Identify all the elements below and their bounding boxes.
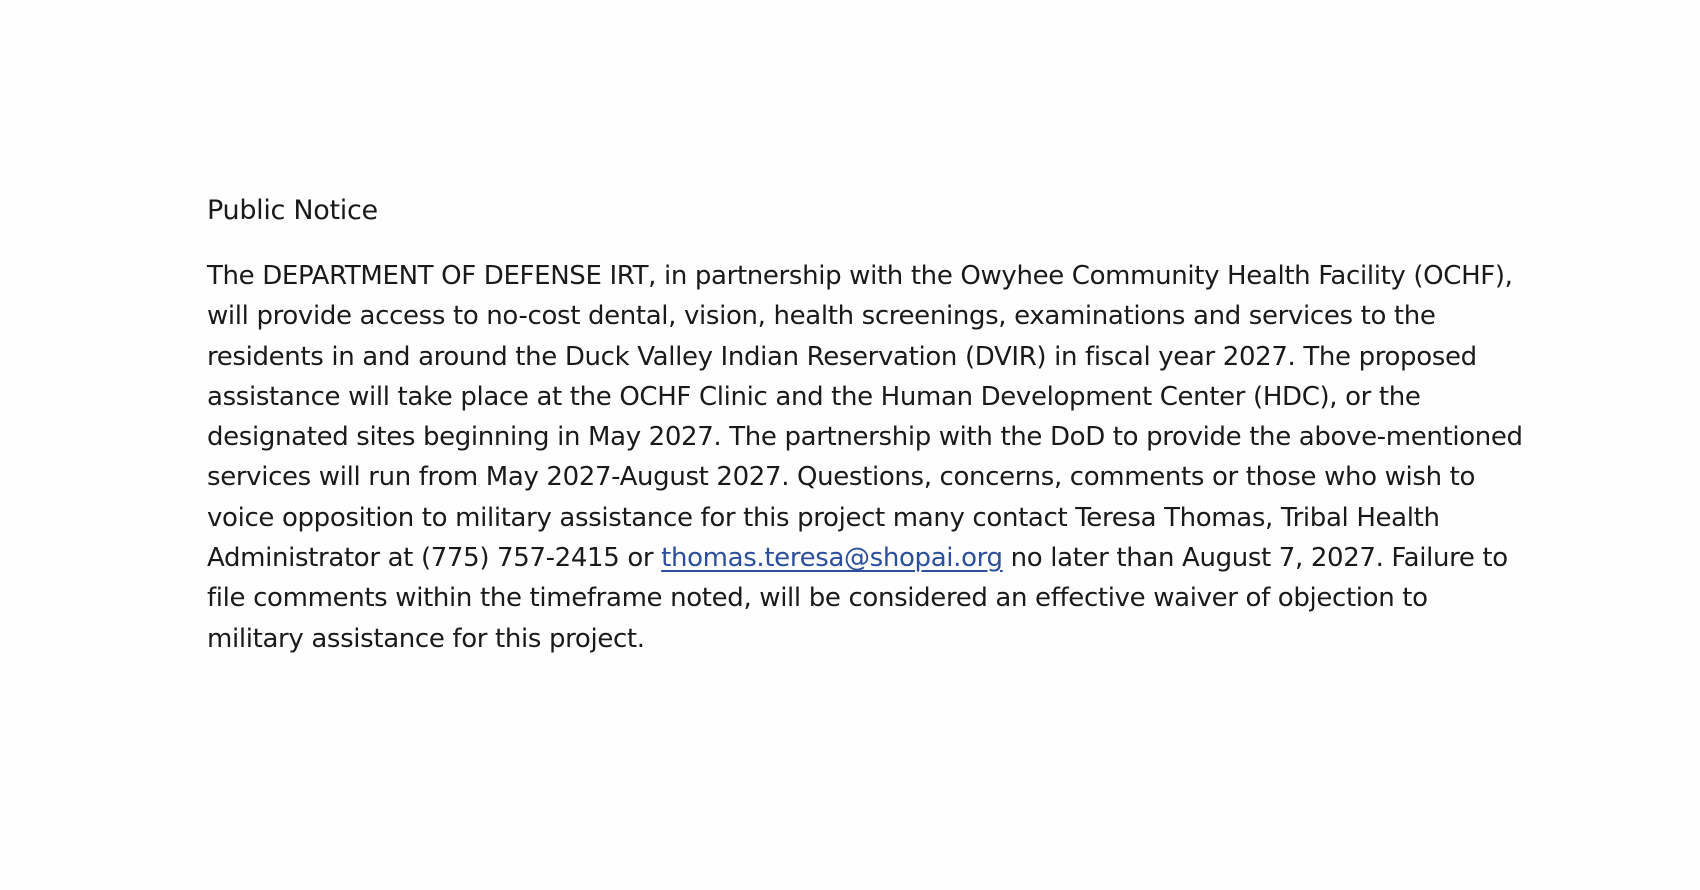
email-link[interactable]: thomas.teresa@shopai.org (661, 543, 1003, 574)
body-line: military assistance for this project. (207, 623, 645, 654)
body-line: designated sites beginning in May 2027. The partnership with the DoD to provide the above-mentioned (207, 422, 1523, 453)
body-line: assistance will take place at the OCHF Clinic and the Human Development Center (HDC), or the (207, 381, 1421, 412)
body-line: voice opposition to military assistance for this project many contact Teresa Thomas, Tribal Health (207, 502, 1440, 533)
contact-text: Administrator at (775) 757-2415 or (207, 543, 662, 574)
body-line: file comments within the timeframe noted, will be considered an effective waiver of objection to (207, 583, 1428, 614)
notice-title: Public Notice (207, 195, 378, 226)
deadline-text: no later than August 7, 2027. Failure to (1002, 543, 1508, 574)
body-line: residents in and around the Duck Valley Indian Reservation (DVIR) in fiscal year 2027. The proposed (207, 341, 1477, 372)
body-line: will provide access to no-cost dental, vision, health screenings, examinations and services to the (207, 301, 1436, 332)
body-line-with-email (207, 538, 1607, 578)
body-line: The DEPARTMENT OF DEFENSE IRT, in partnership with the Owyhee Community Health Facility (OCHF), (207, 261, 1513, 291)
body-line: services will run from May 2027-August 2027. Questions, concerns, comments or those who wish to (207, 462, 1476, 493)
notice-body (207, 256, 1607, 659)
